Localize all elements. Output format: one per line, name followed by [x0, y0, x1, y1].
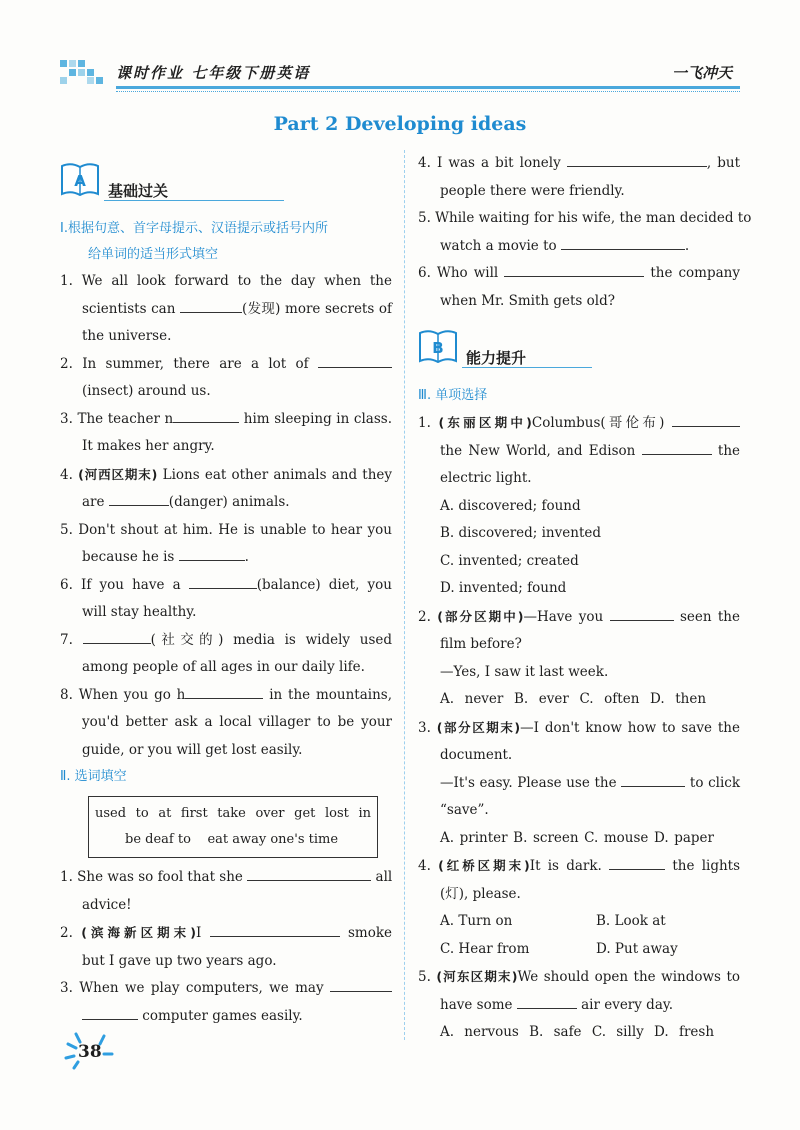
answer-blank[interactable] — [621, 773, 685, 787]
section-b-rule — [462, 367, 592, 368]
book-icon — [60, 162, 100, 196]
section-badge-b — [418, 325, 740, 371]
option-b[interactable]: B. ever — [513, 691, 569, 707]
option-a[interactable]: A. printer — [440, 829, 508, 846]
option-b[interactable]: B. screen — [513, 829, 579, 846]
option-a[interactable]: A. nervous — [440, 1024, 519, 1040]
option-c[interactable]: C. silly — [591, 1024, 644, 1040]
book-icon — [418, 329, 458, 363]
answer-blank[interactable] — [180, 299, 242, 313]
answer-blank[interactable] — [330, 978, 392, 992]
part-title: Part 2 Developing ideas — [273, 113, 527, 135]
answer-blank[interactable] — [318, 354, 392, 368]
option-c[interactable]: C. Hear from — [440, 940, 530, 957]
section-2-heading: Ⅱ. 选词填空 — [60, 769, 127, 784]
answer-blank[interactable] — [561, 236, 685, 250]
answer-blank[interactable] — [185, 685, 263, 699]
option[interactable]: B. discovered; invented — [440, 525, 601, 541]
option[interactable]: A. discovered; found — [440, 497, 581, 514]
question-7: 7. (社交的) media is widely used among people of all ages in our daily life. — [60, 631, 393, 675]
question-r4: 4. I was a bit lonely , but people there were friendly. — [418, 155, 740, 199]
right-column — [418, 150, 752, 1047]
answer-blank[interactable] — [517, 995, 577, 1009]
option[interactable]: D. invented; found — [440, 580, 567, 596]
phrase-question-3: 3. When we play computers, we may computer games easily. — [60, 975, 392, 1030]
answer-blank[interactable] — [109, 492, 169, 506]
page-number: 38 — [62, 1030, 122, 1070]
question-r6: 6. Who will the company when Mr. Smith gets old? — [418, 265, 740, 309]
option-b[interactable]: B. safe — [529, 1024, 582, 1040]
header-decoration-icon — [60, 60, 106, 84]
answer-blank[interactable] — [173, 409, 239, 423]
header-rule — [116, 86, 740, 89]
phrase-question-2: 2. (滨海新区期末)I smoke but I gave up two years ago. — [60, 925, 393, 969]
option-d[interactable]: D. paper — [654, 829, 714, 846]
mc-question-1: 1. (东丽区期中)Columbus(哥伦布) the New World, and Edison the electric light. A. discovered; found B. discovered; invented C. invented; created D. invented; found — [418, 409, 740, 603]
answer-blank[interactable] — [247, 867, 371, 881]
mc-question-2: 2. (部分区期中)—Have you seen the film before? —Yes, I saw it last week. A. never B. ever C. often D. then — [418, 608, 740, 707]
phrase-question-1: 1. She was so fool that she all advice! — [60, 869, 393, 913]
question-2: 2. In summer, there are a lot of (insect) around us. — [60, 351, 392, 406]
question-3: 3. The teacher n him sleeping in class. It makes her angry. — [60, 410, 392, 454]
option[interactable]: C. invented; created — [440, 552, 579, 569]
section-1-heading: Ⅰ.根据句意、首字母提示、汉语提示或括号内所 给单词的适当形式填空 — [60, 221, 328, 262]
header-brand: 一飞冲天 — [671, 64, 732, 82]
section-a-rule — [104, 200, 284, 201]
mc-question-4: 4. (红桥区期末)It is dark. the lights (灯), please. A. Turn on B. Look at C. Hear from D. Put away — [418, 852, 740, 963]
option-a[interactable]: A. never — [440, 691, 504, 707]
option-c[interactable]: C. mouse — [584, 829, 649, 846]
header-rule-dotted — [116, 91, 740, 92]
svg-text:B: B — [432, 339, 444, 357]
answer-blank[interactable] — [189, 575, 257, 589]
section-a-label: 基础过关 — [108, 182, 169, 200]
section-3-heading: Ⅲ. 单项选择 — [418, 388, 488, 403]
answer-blank[interactable] — [609, 856, 665, 870]
left-column — [60, 158, 392, 1030]
answer-blank[interactable] — [82, 1006, 138, 1020]
answer-blank[interactable] — [210, 923, 340, 937]
answer-blank[interactable] — [83, 630, 151, 644]
question-1: 1. We all look forward to the day when the scientists can (发现) more secrets of the universe. — [60, 273, 392, 344]
option-c[interactable]: C. often — [579, 691, 640, 707]
question-4: 4. (河西区期末) Lions eat other animals and they are (danger) animals. — [60, 466, 393, 510]
option-d[interactable]: D. Put away — [596, 940, 678, 957]
header-title: 课时作业 七年级下册英语 — [116, 64, 311, 82]
answer-blank[interactable] — [567, 153, 707, 167]
answer-blank[interactable] — [179, 547, 245, 561]
answer-blank[interactable] — [642, 441, 712, 455]
question-5: 5. Don't shout at him. He is unable to hear you because he is . — [60, 521, 392, 565]
option-b[interactable]: B. Look at — [596, 913, 666, 929]
column-divider — [404, 150, 405, 1040]
question-r5: 5. While waiting for his wife, the man decided to watch a movie to . — [418, 210, 752, 254]
page-header — [60, 52, 740, 92]
mc-question-5: 5. (河东区期末)We should open the windows to have some air every day. A. nervous B. safe C. silly D. fresh — [418, 969, 740, 1040]
word-bank: used to at first take over get lost in be deaf to eat away one's time — [88, 796, 378, 858]
mc-question-3: 3. (部分区期末)—I don't know how to save the document. —It's easy. Please use the to click “save”. A. printer B. screen C. mouse D. paper — [418, 719, 741, 846]
section-badge-a — [60, 158, 392, 204]
option-d[interactable]: D. fresh — [654, 1024, 715, 1040]
answer-blank[interactable] — [504, 263, 644, 277]
question-8: 8. When you go h in the mountains, you'd better ask a local villager to be your guide, or you will get lost easily. — [60, 686, 392, 758]
option-a[interactable]: A. Turn on — [440, 913, 513, 929]
section-b-label: 能力提升 — [466, 349, 527, 367]
question-6: 6. If you have a (balance) diet, you will stay healthy. — [60, 576, 392, 620]
svg-text:A: A — [74, 172, 86, 190]
option-d[interactable]: D. then — [650, 691, 707, 707]
answer-blank[interactable] — [610, 607, 674, 621]
answer-blank[interactable] — [672, 413, 740, 427]
